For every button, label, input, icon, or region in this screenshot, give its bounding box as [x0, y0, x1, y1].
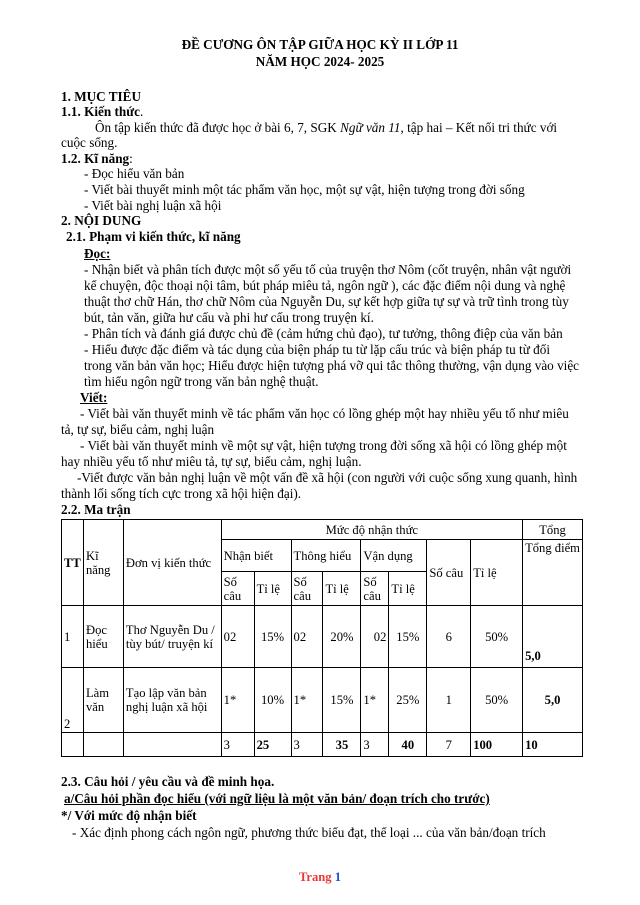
section-2-heading: 2. NỘI DUNG [61, 213, 142, 228]
table-cell: Thơ Nguyễn Du / tùy bút/ truyện kí [123, 606, 221, 668]
table-cell: 10% [254, 668, 291, 733]
table-row [62, 606, 583, 668]
reading-line: kể chuyện, độc thoại nội tâm, bút pháp miêu tả, ngôn ngữ ), các đặc điểm nội dung và nghệ [84, 278, 566, 293]
section-1-heading: 1. MỤC TIÊU [61, 89, 141, 104]
header-knowledge-unit: Đơn vị kiến thức [123, 520, 221, 606]
reading-line: - Phân tích và đánh giá được chủ đề (cảm hứng chủ đạo), tư tưởng, thông điệp của văn bản [84, 326, 563, 341]
table-cell: 1* [221, 668, 254, 733]
scope-heading: 2.1. Phạm vi kiến thức, kĩ năng [66, 229, 241, 244]
page-footer [0, 870, 640, 885]
writing-line: - Viết bài văn thuyết minh về một sự vật, hiện tượng trong đời sống xã hội có lồng ghép một [80, 438, 567, 453]
table-cell: Tạo lập văn bản nghị luận xã hội [123, 668, 221, 733]
table-cell: 1* [361, 668, 389, 733]
table-cell: 50% [471, 668, 523, 733]
page-number: 1 [334, 870, 342, 884]
table-cell: 1 [62, 606, 84, 668]
knowledge-paragraph-line1: Ôn tập kiến thức đã được học ở bài 6, 7, SGK Ngữ văn 11, tập hai – Kết nối tri thức với [95, 120, 558, 135]
table-cell: 6 [427, 606, 471, 668]
table-cell [62, 733, 84, 757]
table-cell: 15% [323, 668, 361, 733]
table-cell: 100 [471, 733, 523, 757]
writing-label: Viết: [80, 390, 108, 405]
table-cell: 02 [361, 606, 389, 668]
header-ratio-small: Tỉ lệ [323, 572, 361, 606]
writing-line: -Viết được văn bản nghị luận về một vấn đề xã hội (con người với cuộc sống xung quanh, hình [77, 470, 578, 485]
header-recognition: Nhận biết [221, 540, 291, 572]
table-row [62, 668, 583, 733]
table-cell: 02 [291, 606, 323, 668]
table-cell: 25% [389, 668, 427, 733]
header-question-count-small: Số câu [291, 572, 323, 606]
header-ratio: Tỉ lệ [471, 540, 523, 606]
header-total: Tổng [523, 520, 583, 540]
table-header-row [62, 520, 583, 540]
skill-item: - Viết bài thuyết minh một tác phẩm văn học, một sự vật, hiện tượng trong đời sống [84, 182, 525, 197]
table-cell: 15% [254, 606, 291, 668]
header-question-count: Số câu [427, 540, 471, 606]
table-cell [83, 733, 123, 757]
doc-title-line2: NĂM HỌC 2024- 2025 [255, 54, 385, 69]
writing-line: tả, tự sự, biểu cảm, nghị luận [61, 422, 215, 437]
writing-line: hay nhiều yếu tố như miêu tả, tự sự, biểu cảm, nghị luận. [61, 454, 362, 469]
table-cell: 5,0 [523, 668, 583, 733]
matrix-heading: 2.2. Ma trận [61, 502, 131, 517]
table-cell: 2 [62, 668, 84, 733]
table-cell: 5,0 [523, 606, 583, 668]
table-total-row [62, 733, 583, 757]
table-cell: 25 [254, 733, 291, 757]
header-question-count-small: Số câu [361, 572, 389, 606]
table-cell: 3 [221, 733, 254, 757]
table-cell: Làm văn [83, 668, 123, 733]
questions-heading: 2.3. Câu hỏi / yêu cầu và đề minh họa. [61, 774, 275, 789]
table-cell: 10 [523, 733, 583, 757]
skill-item: - Đọc hiểu văn bản [84, 166, 185, 181]
table-cell: 20% [323, 606, 361, 668]
table-cell [123, 733, 221, 757]
reading-line: bút, tản văn, giữa hư cấu và phi hư cấu trong truyện kí. [84, 310, 374, 325]
table-cell: 50% [471, 606, 523, 668]
doc-title-line1: ĐỀ CƯƠNG ÔN TẬP GIỮA HỌC KỲ II LỚP 11 [181, 37, 459, 52]
skill-item: - Viết bài nghị luận xã hội [84, 198, 222, 213]
table-cell: 35 [323, 733, 361, 757]
knowledge-heading: 1.1. Kiến thức. [61, 104, 144, 119]
reading-label: Đọc: [84, 246, 111, 261]
reading-line: - Nhận biết và phân tích được một số yếu tố của truyện thơ Nôm (cốt truyện, nhân vật người [84, 262, 572, 277]
header-application: Vận dụng [361, 540, 427, 572]
header-cognitive-level: Mức độ nhận thức [221, 520, 522, 540]
table-cell: 1 [427, 668, 471, 733]
skills-heading: 1.2. Kĩ năng: [61, 151, 133, 166]
header-ratio-small: Tỉ lệ [389, 572, 427, 606]
reading-questions-subheading: a/Câu hỏi phần đọc hiểu (với ngữ liệu là một văn bản/ đoạn trích cho trước) [64, 791, 490, 806]
reading-line: thuật thơ chữ Hán, thơ chữ Nôm của Nguyễn Du, sự kết hợp giữa tự sự và trữ tình trong tùy [84, 294, 569, 309]
writing-line: - Viết bài văn thuyết minh về tác phẩm văn học có lồng ghép một hay nhiều yếu tố như miêu [80, 406, 569, 421]
page-label: Trang [298, 870, 332, 884]
table-cell: 15% [389, 606, 427, 668]
assessment-matrix-table [61, 519, 583, 757]
header-total-score: Tổng điểm [523, 540, 583, 606]
reading-line: tìm hiểu ngôn ngữ trong văn bản nghệ thuật. [84, 374, 319, 389]
table-cell: 3 [291, 733, 323, 757]
header-skill: Kĩ năng [83, 520, 123, 606]
recognition-item: - Xác định phong cách ngôn ngữ, phương thức biểu đạt, thể loại ... của văn bản/đoạn trích [72, 825, 546, 840]
recognition-level-heading: */ Với mức độ nhận biết [61, 808, 197, 823]
table-cell: Đọc hiểu [83, 606, 123, 668]
header-ratio-small: Tỉ lệ [254, 572, 291, 606]
reading-line: trong văn bản văn học; Hiểu được hiện tượng phá vỡ qui tắc thông thường, vận dụng vào việc [84, 358, 580, 373]
writing-line: thành lối sống tích cực trong xã hội hiện đại). [61, 486, 302, 501]
table-cell: 02 [221, 606, 254, 668]
table-cell: 7 [427, 733, 471, 757]
table-cell: 40 [389, 733, 427, 757]
header-question-count-small: Số câu [221, 572, 254, 606]
reading-line: - Hiểu được đặc điểm và tác dụng của biện pháp tu từ lặp cấu trúc và biện pháp tu từ đối [84, 342, 551, 357]
table-cell: 3 [361, 733, 389, 757]
knowledge-paragraph-line2: cuộc sống. [61, 135, 118, 150]
header-comprehension: Thông hiểu [291, 540, 361, 572]
header-tt: TT [62, 520, 84, 606]
table-cell: 1* [291, 668, 323, 733]
